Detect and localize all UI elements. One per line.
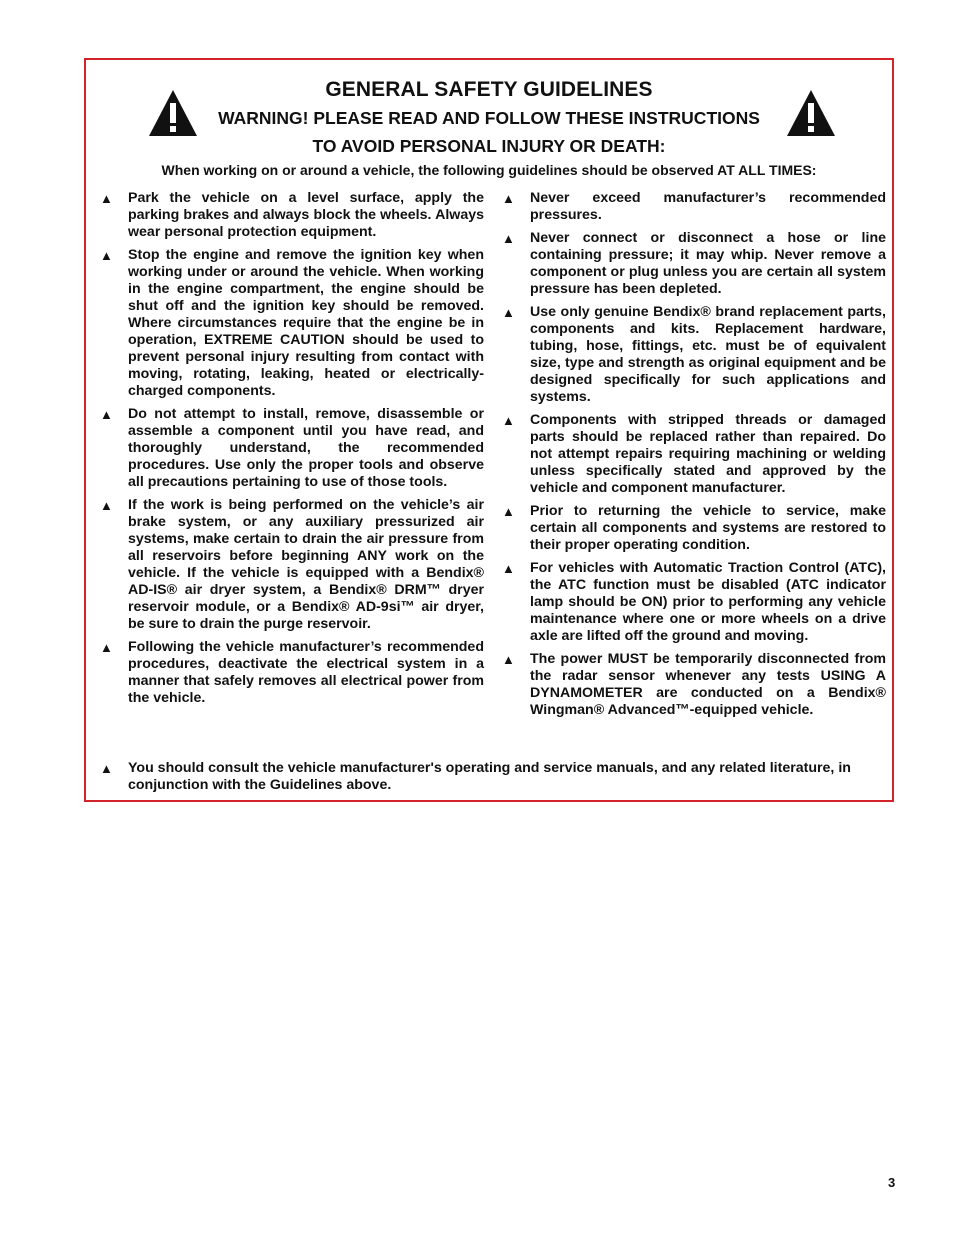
list-item: ▲ Use only genuine Bendix® brand replacement parts, components and kits. Replacement hardware, tubing, hose, fittings, etc. must be of equivalent size, type and strength as original equipment and be designed specifically for such applications and systems. — [502, 304, 886, 405]
intro-text: When working on or around a vehicle, the following guidelines should be observed AT ALL TIMES: — [161, 162, 817, 178]
list-item: ▲ Never connect or disconnect a hose or line containing pressure; it may whip. Never remove a component or plug unless you are certain all system pressure has been depleted. — [502, 230, 886, 297]
list-item: ▲ You should consult the vehicle manufacturer's operating and service manuals, and any related literature, in conjunction with the Guidelines above. — [100, 760, 851, 793]
bullet-triangle-icon: ▲ — [100, 407, 113, 422]
bullet-triangle-icon: ▲ — [502, 191, 515, 206]
list-item: ▲ Park the vehicle on a level surface, apply the parking brakes and always block the wheels. Always wear personal protection equipment. — [100, 190, 484, 240]
bullet-triangle-icon: ▲ — [502, 561, 515, 576]
list-item: ▲ If the work is being performed on the vehicle’s air brake system, or any auxiliary pressurized air systems, make certain to drain the air pressure from all reservoirs before beginning ANY work on the vehicle. If the vehicle is equipped with a Bendix® AD-IS® air dryer system, a Bendix® DRM™ dryer reservoir module, or a Bendix® AD-9si™ air dryer, be sure to drain the purge reservoir. — [100, 497, 484, 632]
bullet-triangle-icon: ▲ — [502, 305, 515, 320]
list-item: ▲ The power MUST be temporarily disconnected from the radar sensor whenever any tests USING A DYNAMOMETER are conducted on a Bendix® Wingman® Advanced™-equipped vehicle. — [502, 651, 886, 718]
list-item: ▲ Stop the engine and remove the ignition key when working under or around the vehicle. When working in the engine compartment, the engine should be shut off and the ignition key should be removed. Where circumstances require that the engine be in operation, EXTREME CAUTION should be used to prevent personal injury resulting from contact with moving, rotating, leaking, heated or electrically-charged components. — [100, 247, 484, 399]
right-guidelines-column — [502, 190, 886, 725]
bullet-triangle-icon: ▲ — [100, 248, 113, 263]
left-guidelines-column — [100, 190, 484, 713]
bullet-triangle-icon: ▲ — [502, 231, 515, 246]
footer-guideline — [100, 760, 886, 800]
safety-guidelines-box — [84, 58, 894, 802]
list-item: ▲ Do not attempt to install, remove, disassemble or assemble a component until you have read, and thoroughly understand, the recommended procedures. Use only the proper tools and observe all precautions pertaining to use of those tools. — [100, 406, 484, 490]
bullet-triangle-icon: ▲ — [502, 504, 515, 519]
bullet-triangle-icon: ▲ — [100, 640, 113, 655]
bullet-triangle-icon: ▲ — [502, 652, 515, 667]
list-item: ▲ Prior to returning the vehicle to service, make certain all components and systems are restored to their proper operating condition. — [502, 503, 886, 553]
list-item: ▲ Following the vehicle manufacturer’s recommended procedures, deactivate the electrical system in a manner that safely removes all electrical power from the vehicle. — [100, 639, 484, 706]
bullet-triangle-icon: ▲ — [100, 761, 113, 776]
list-item: ▲ For vehicles with Automatic Traction Control (ATC), the ATC function must be disabled (ATC indicator lamp should be ON) prior to performing any vehicle maintenance where one or more wheels on a drive axle are lifted off the ground and moving. — [502, 560, 886, 644]
list-item: ▲ Never exceed manufacturer’s recommended pressures. — [502, 190, 886, 223]
bullet-triangle-icon: ▲ — [100, 498, 113, 513]
bullet-triangle-icon: ▲ — [502, 413, 515, 428]
warning-heading-line2: TO AVOID PERSONAL INJURY OR DEATH: — [312, 136, 666, 156]
page-number: 3 — [888, 1175, 896, 1190]
list-item: ▲ Components with stripped threads or damaged parts should be replaced rather than repaired. Do not attempt repairs requiring machining or welding unless specifically stated and approved by the vehicle and component manufacturer. — [502, 412, 886, 496]
bullet-triangle-icon: ▲ — [100, 191, 113, 206]
warning-heading-line1: WARNING! PLEASE READ AND FOLLOW THESE INSTRUCTIONS — [218, 108, 760, 128]
page-title: GENERAL SAFETY GUIDELINES — [325, 78, 653, 101]
